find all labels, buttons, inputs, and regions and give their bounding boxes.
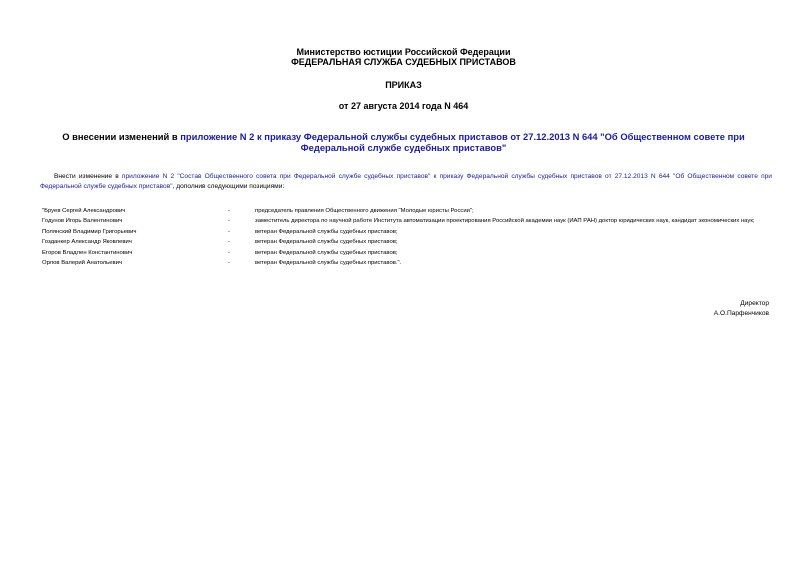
member-dash: -: [228, 208, 230, 214]
title-link[interactable]: приложение N 2 к приказу Федеральной службы судебных приставов от 27.12.2013 N 644 "Об Общественном совете при Федеральной службе судебных приставов": [180, 131, 745, 153]
member-dash: -: [228, 259, 230, 266]
member-row: [42, 217, 772, 225]
member-row: [42, 249, 772, 257]
document-title: [40, 131, 767, 153]
member-name: Годунов Игорь Валентинович: [42, 218, 123, 225]
member-name: Орлов Валерий Анатольевич: [42, 259, 122, 266]
signature-name: А.О.Парфенчиков: [713, 310, 769, 317]
title-prefix: О внесении изменений в: [62, 131, 181, 142]
document-type: ПРИКАЗ: [385, 80, 422, 90]
member-row: [42, 238, 772, 246]
member-name: Егоров Владлен Константинович: [42, 249, 133, 256]
member-position: председатель правления Общественного движения "Молодые юристы России";: [255, 208, 474, 214]
member-dash: -: [228, 239, 230, 246]
member-position: заместитель директора по научной работе Института автоматизации проектирования Российской академии наук (ИАП РАН) доктор юридических наук, кандидат экономических наук;: [255, 218, 755, 225]
intro-paragraph: [40, 172, 772, 192]
member-name: Полянский Владимир Григорьевич: [42, 228, 137, 235]
member-row: [42, 207, 772, 215]
member-dash: -: [228, 249, 230, 256]
members-list: [42, 207, 772, 269]
document-date-number: от 27 августа 2014 года N 464: [338, 101, 469, 111]
member-position: ветеран Федеральной службы судебных приставов.".: [255, 259, 402, 266]
ministry-name: Министерство юстиции Российской Федерации: [296, 47, 511, 57]
member-name: "Бруев Сергей Александрович: [42, 208, 126, 214]
signature-role: Директор: [740, 300, 769, 307]
member-position: ветеран Федеральной службы судебных приставов;: [255, 239, 398, 246]
member-dash: -: [228, 218, 230, 225]
member-row: [42, 259, 772, 267]
member-name: Гозданкер Александр Яковлевич: [42, 239, 132, 246]
member-dash: -: [228, 228, 230, 235]
member-row: [42, 228, 772, 236]
member-position: ветеран Федеральной службы судебных приставов;: [255, 249, 398, 256]
member-position: ветеран Федеральной службы судебных приставов;: [255, 228, 398, 235]
service-name: ФЕДЕРАЛЬНАЯ СЛУЖБА СУДЕБНЫХ ПРИСТАВОВ: [291, 57, 516, 67]
intro-link[interactable]: приложение N 2 "Состав Общественного совета при Федеральной службе судебных приставов" к приказу Федеральной службы судебных приставов от 27.12.2013 N 644 "Об Общественном совете при Федеральной службе судебных приставов": [40, 173, 772, 190]
intro-suffix: , дополнив следующими позициями:: [172, 183, 285, 190]
intro-prefix: Внести изменение в: [54, 173, 122, 180]
